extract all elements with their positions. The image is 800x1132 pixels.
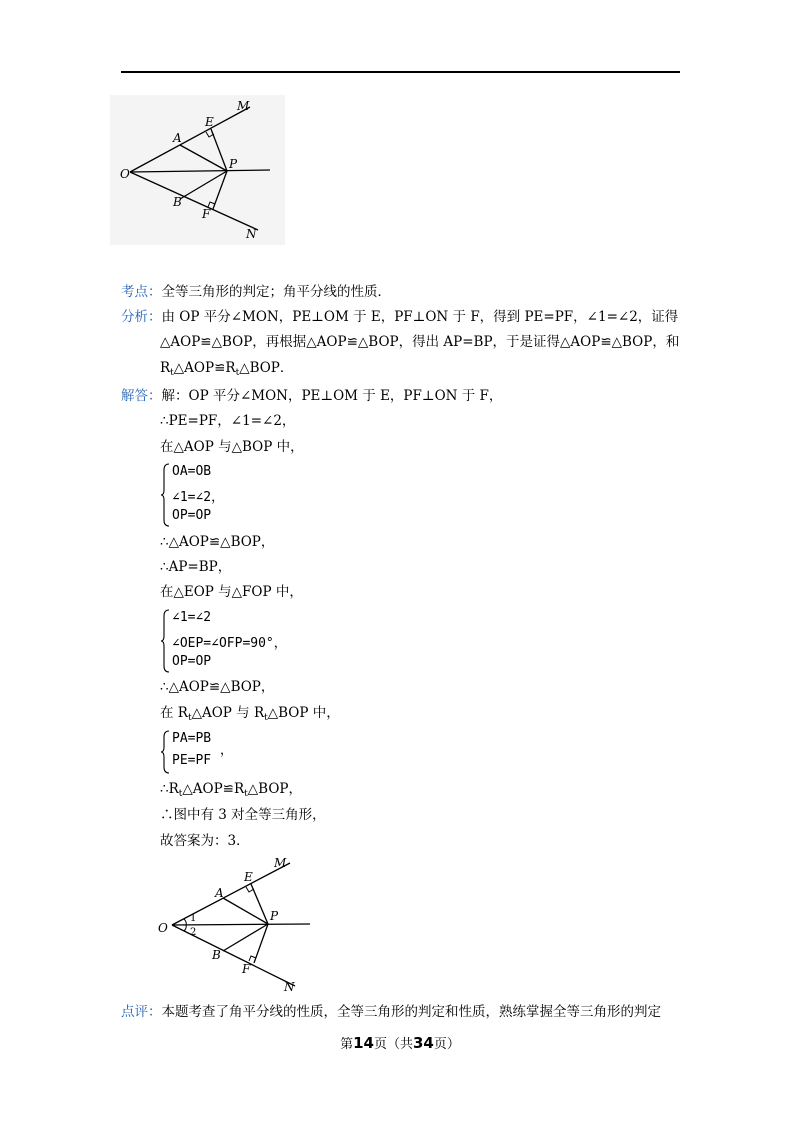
label-O: O — [120, 167, 130, 181]
fenxi-text-1: 由 OP 平分∠MON，PE⊥OM 于 E，PF⊥ON 于 F，得到 PE=PF，∠1=∠2，证得 — [161, 309, 679, 325]
page-number: 14 — [353, 1034, 374, 1052]
label-angle-2: 2 — [190, 927, 197, 938]
jieda-line-10: ∴图中有 3 对全等三角形， — [160, 807, 326, 823]
jieda-line-11: 故答案为：3． — [160, 833, 250, 849]
jieda-line-7: ∴△AOP≌△BOP， — [160, 679, 275, 695]
jieda-line-1 — [121, 386, 502, 406]
label-O: O — [158, 921, 168, 935]
dianping-text: 本题考查了角平分线的性质，全等三角形的判定和性质，熟练掌握全等三角形的判定 — [161, 1004, 661, 1020]
sys2-row-2: ∠OEP=∠OFP=90°， — [172, 636, 287, 651]
kaodian-text: 全等三角形的判定；角平分线的性质． — [161, 284, 391, 300]
label-E: E — [244, 870, 253, 884]
geometry-figure-1 — [110, 95, 285, 245]
equation-system-3 — [160, 729, 280, 775]
sys1-row-3: OP=OP — [172, 508, 212, 523]
equation-system-1 — [160, 462, 360, 528]
page-total: 34 — [413, 1034, 434, 1052]
jieda-line-6: 在△EOP 与△FOP 中， — [160, 584, 303, 600]
label-P: P — [270, 909, 279, 923]
kaodian-tag: 考点： — [121, 284, 162, 300]
jieda-line-8: 在 $R_t\triangle AOP$ 与 $R_t\triangle BOP$ 中， — [160, 705, 340, 723]
sys3-row-2: PE=PF — [172, 753, 212, 768]
jieda-line-2: ∴PE=PF，∠1=∠2， — [160, 413, 296, 429]
label-M: M — [274, 856, 287, 870]
sys2-row-3: OP=OP — [172, 654, 212, 669]
fenxi-line-2: △AOP≌△BOP，再根据△AOP≌△BOP，得出 AP=BP，于是证得△AOP≌△BOP，和 — [160, 334, 680, 350]
equation-system-2 — [160, 608, 380, 674]
label-F: F — [242, 962, 251, 976]
label-A: A — [215, 886, 224, 900]
label-N: N — [284, 980, 295, 993]
jieda-line-9: $\therefore R_t\triangle AOP≌R_t\triangle BOP$， — [160, 781, 302, 799]
fenxi-line-1 — [121, 307, 678, 327]
dianping-line — [121, 1002, 661, 1022]
jieda-line-3: 在△AOP 与△BOP 中， — [160, 439, 304, 455]
fenxi-tag: 分析： — [121, 309, 162, 325]
label-E: E — [205, 115, 214, 129]
label-B: B — [173, 195, 182, 209]
sys2-row-1: ∠1=∠2 — [172, 610, 212, 625]
label-A: A — [173, 131, 182, 145]
sys3-row-1: PA=PB — [172, 731, 212, 746]
jieda-tag: 解答： — [121, 388, 162, 404]
sys3-tail: ， — [220, 743, 234, 758]
sys1-row-1: OA=OB — [172, 464, 212, 479]
geometry-figure-2 — [150, 853, 315, 993]
kaodian-line — [121, 282, 391, 302]
jieda-text-1: 解：OP 平分∠MON，PE⊥OM 于 E，PF⊥ON 于 F， — [161, 388, 503, 404]
label-P: P — [229, 157, 238, 171]
label-angle-1: 1 — [190, 913, 197, 924]
page-footer: 第14页（共34页） — [340, 1034, 460, 1052]
sys1-row-2: ∠1=∠2， — [172, 490, 225, 505]
fenxi-line-3: $R_t\triangle AOP≌R_t\triangle BOP$． — [160, 360, 294, 378]
dianping-tag: 点评： — [121, 1004, 162, 1020]
jieda-line-5: ∴AP=BP， — [160, 559, 232, 575]
header-rule — [121, 71, 680, 73]
label-N: N — [246, 227, 257, 241]
label-M: M — [237, 99, 250, 113]
label-F: F — [202, 207, 211, 221]
jieda-line-4: ∴△AOP≌△BOP， — [160, 534, 275, 550]
label-B: B — [212, 948, 221, 962]
